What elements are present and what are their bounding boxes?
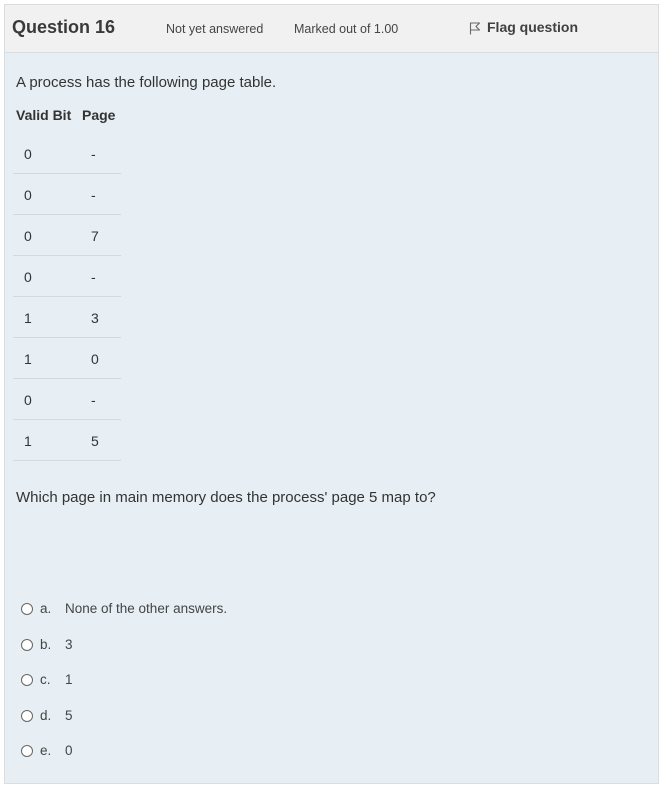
page-cell: 3 — [91, 310, 99, 326]
page-cell: - — [91, 269, 96, 285]
page-cell: 7 — [91, 228, 99, 244]
answer-options — [21, 601, 227, 779]
question-intro: A process has the following page table. — [16, 74, 277, 91]
answer-letter: a. — [40, 601, 52, 616]
answer-letter: d. — [40, 707, 52, 723]
valid-bit-cell: 1 — [24, 351, 32, 367]
table-row — [13, 379, 121, 420]
page-cell: 0 — [91, 351, 99, 367]
answer-text: 3 — [65, 636, 73, 652]
answer-option-b[interactable] — [21, 637, 227, 673]
answer-letter: c. — [40, 672, 51, 687]
valid-bit-cell: 0 — [24, 269, 32, 285]
valid-bit-cell: 0 — [24, 187, 32, 203]
radio-button[interactable] — [21, 639, 33, 651]
table-row — [13, 256, 121, 297]
page-table — [13, 107, 121, 461]
table-row — [13, 338, 121, 379]
table-row — [13, 420, 121, 461]
answer-status: Not yet answered — [166, 22, 264, 36]
valid-bit-cell: 0 — [24, 228, 32, 244]
page-cell: - — [91, 146, 96, 162]
answer-text: 0 — [65, 743, 73, 758]
valid-bit-cell: 0 — [24, 392, 32, 408]
page-cell: - — [91, 392, 96, 408]
answer-text: None of the other answers. — [65, 601, 228, 616]
table-row — [13, 133, 121, 174]
flag-icon — [469, 22, 481, 35]
table-row — [13, 215, 121, 256]
page-table-header — [13, 107, 121, 133]
valid-bit-cell: 0 — [24, 146, 32, 162]
answer-text: 5 — [65, 707, 73, 723]
answer-text: 1 — [65, 672, 73, 687]
header-valid-bit: Valid Bit — [16, 107, 72, 123]
answer-letter: b. — [40, 636, 52, 652]
flag-question-label: Flag question — [487, 19, 578, 35]
flag-question-button[interactable] — [469, 19, 578, 35]
page-cell: - — [91, 187, 96, 203]
radio-button[interactable] — [21, 745, 33, 757]
page-cell: 5 — [91, 433, 99, 449]
question-title: Question 16 — [12, 17, 116, 37]
radio-button[interactable] — [21, 603, 33, 615]
radio-button[interactable] — [21, 674, 33, 686]
answer-option-a[interactable] — [21, 601, 227, 637]
table-row — [13, 174, 121, 215]
question-header — [5, 5, 658, 53]
answer-option-e[interactable] — [21, 743, 227, 779]
answer-letter: e. — [40, 743, 52, 758]
question-prompt: Which page in main memory does the process' page 5 map to? — [16, 489, 436, 506]
valid-bit-cell: 1 — [24, 433, 32, 449]
valid-bit-cell: 1 — [24, 310, 32, 326]
marks-info: Marked out of 1.00 — [294, 22, 399, 36]
answer-option-d[interactable] — [21, 708, 227, 744]
question-card — [4, 4, 659, 784]
answer-option-c[interactable] — [21, 672, 227, 708]
table-row — [13, 297, 121, 338]
radio-button[interactable] — [21, 710, 33, 722]
header-page: Page — [82, 107, 116, 123]
